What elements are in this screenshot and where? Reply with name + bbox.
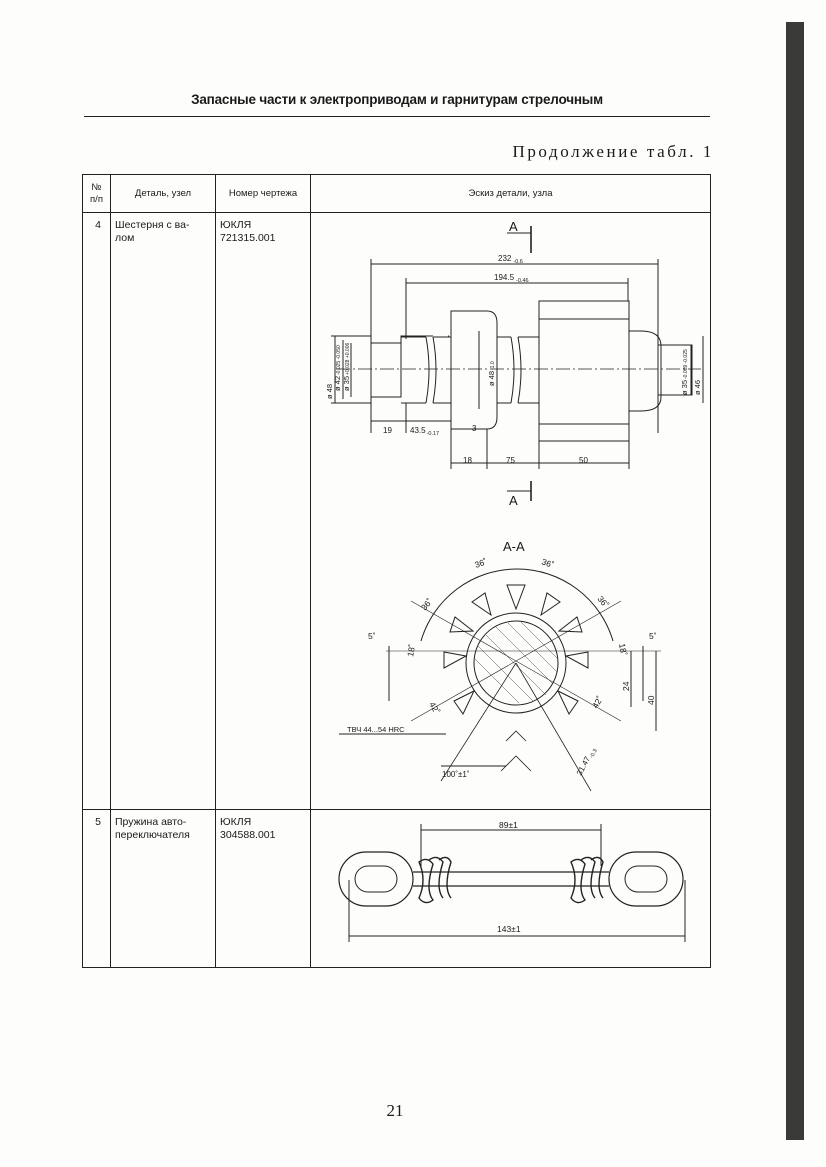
table-row (83, 213, 711, 810)
spring-eye-left (339, 852, 413, 906)
page-number: 21 (386, 1101, 404, 1120)
column-header-number (83, 175, 111, 213)
angle-42-left: 42˚ (427, 700, 443, 716)
dim-d35-left-value: ø 35 (342, 375, 351, 391)
dim-24: 24 (621, 681, 631, 691)
column-header-part: Деталь, узел (111, 175, 216, 213)
section-hatching (475, 622, 557, 703)
dim-194-value: 194.5 (494, 273, 515, 282)
dim-18: 18 (463, 456, 472, 465)
dim-43-value: 43.5 (410, 426, 426, 435)
dim-d35-right-tol: -0.009 -0.025 (683, 349, 689, 379)
angle-5-right: 5˚ (649, 631, 657, 641)
section-mark-top: А (509, 219, 518, 234)
table-header-row (83, 175, 711, 213)
row-number: 4 (83, 213, 111, 810)
angle-5-left: 5˚ (368, 631, 376, 641)
row-number: 5 (83, 810, 111, 968)
dim-43-tol: -0.17 (426, 431, 440, 437)
shaft-end-left (371, 343, 401, 397)
dim-d42-tol: -0.025 -0.050 (336, 345, 342, 375)
dim-232 (498, 254, 523, 265)
spring-sketch (311, 810, 711, 968)
dim-d42-value: ø 42 (333, 375, 342, 391)
hardening-note: ТВЧ 44...54 HRC (347, 725, 405, 734)
dim-143: 143±1 (497, 924, 521, 934)
gear-shaft-drawing (311, 213, 711, 809)
angle-36-c: 36˚ (418, 596, 435, 613)
dim-89: 89±1 (499, 820, 518, 830)
dim-d46: ø 46 (693, 379, 702, 395)
dim-d35-right-value: ø 35 (680, 379, 689, 395)
dim-19: 19 (383, 426, 392, 435)
spring-drawing (311, 810, 711, 967)
dim-d48-mid-tol: -1.0 (490, 361, 496, 370)
part-name: Пружина авто- переключателя (111, 810, 216, 968)
dim-194 (494, 273, 529, 284)
table-continuation-label: Продолжение табл. 1 (512, 142, 714, 161)
dim-40: 40 (646, 695, 656, 705)
spring-eye-right (609, 852, 683, 906)
dim-31 (575, 746, 599, 778)
dim-232-tol: -0.6 (513, 259, 523, 265)
section-title: А-А (503, 539, 525, 554)
dim-50: 50 (579, 456, 588, 465)
parts-table (82, 174, 711, 968)
angle-36-a: 36˚ (473, 556, 489, 570)
section-mark-bottom: А (509, 493, 518, 508)
dim-d35-left-tol: +0.028 +0.006 (345, 342, 351, 375)
angle-100: 100˚±1˚ (442, 770, 470, 779)
dim-3: 3 (472, 424, 477, 433)
gear-shaft-sketch (311, 213, 711, 810)
dim-d48-mid-value: ø 48 (487, 370, 496, 386)
angle-36-d: 36˚ (595, 593, 612, 610)
dim-d48-mid (487, 361, 496, 386)
column-header-sketch: Эскиз детали, узла (311, 175, 711, 213)
spring-coil-left (419, 857, 451, 902)
scan-edge-shadow (786, 22, 804, 1140)
angle-42-right: 42˚ (590, 694, 605, 710)
dim-194-tol: -0.46 (516, 278, 529, 284)
dim-43 (410, 426, 439, 437)
dim-d35-right (680, 349, 689, 395)
col-number-label: № п/п (90, 181, 103, 205)
dim-31-value: 31.47 (574, 755, 593, 777)
page-title: Запасные части к электроприводам и гарнитурам стрелочным (191, 92, 603, 107)
table-row (83, 810, 711, 968)
spring-coil-right (571, 857, 603, 902)
dim-232-value: 232 (498, 254, 512, 263)
gear-teeth-block (539, 301, 629, 441)
part-name: Шестерня с ва- лом (111, 213, 216, 810)
dim-d42 (333, 345, 342, 391)
drawing-number: ЮКЛЯ 304588.001 (216, 810, 311, 968)
gear-teeth (444, 585, 588, 714)
drawing-number: ЮКЛЯ 721315.001 (216, 213, 311, 810)
title-rule (84, 116, 710, 117)
angle-36-b: 36˚ (540, 556, 556, 571)
angle-18-right: 18˚ (617, 642, 630, 657)
dim-d48-left: ø 48 (325, 383, 334, 399)
column-header-drawing: Номер чертежа (216, 175, 311, 213)
dim-31-tol: -0.3 (589, 748, 599, 760)
dim-75: 75 (506, 456, 515, 465)
angle-18-left: 18˚ (405, 643, 418, 658)
